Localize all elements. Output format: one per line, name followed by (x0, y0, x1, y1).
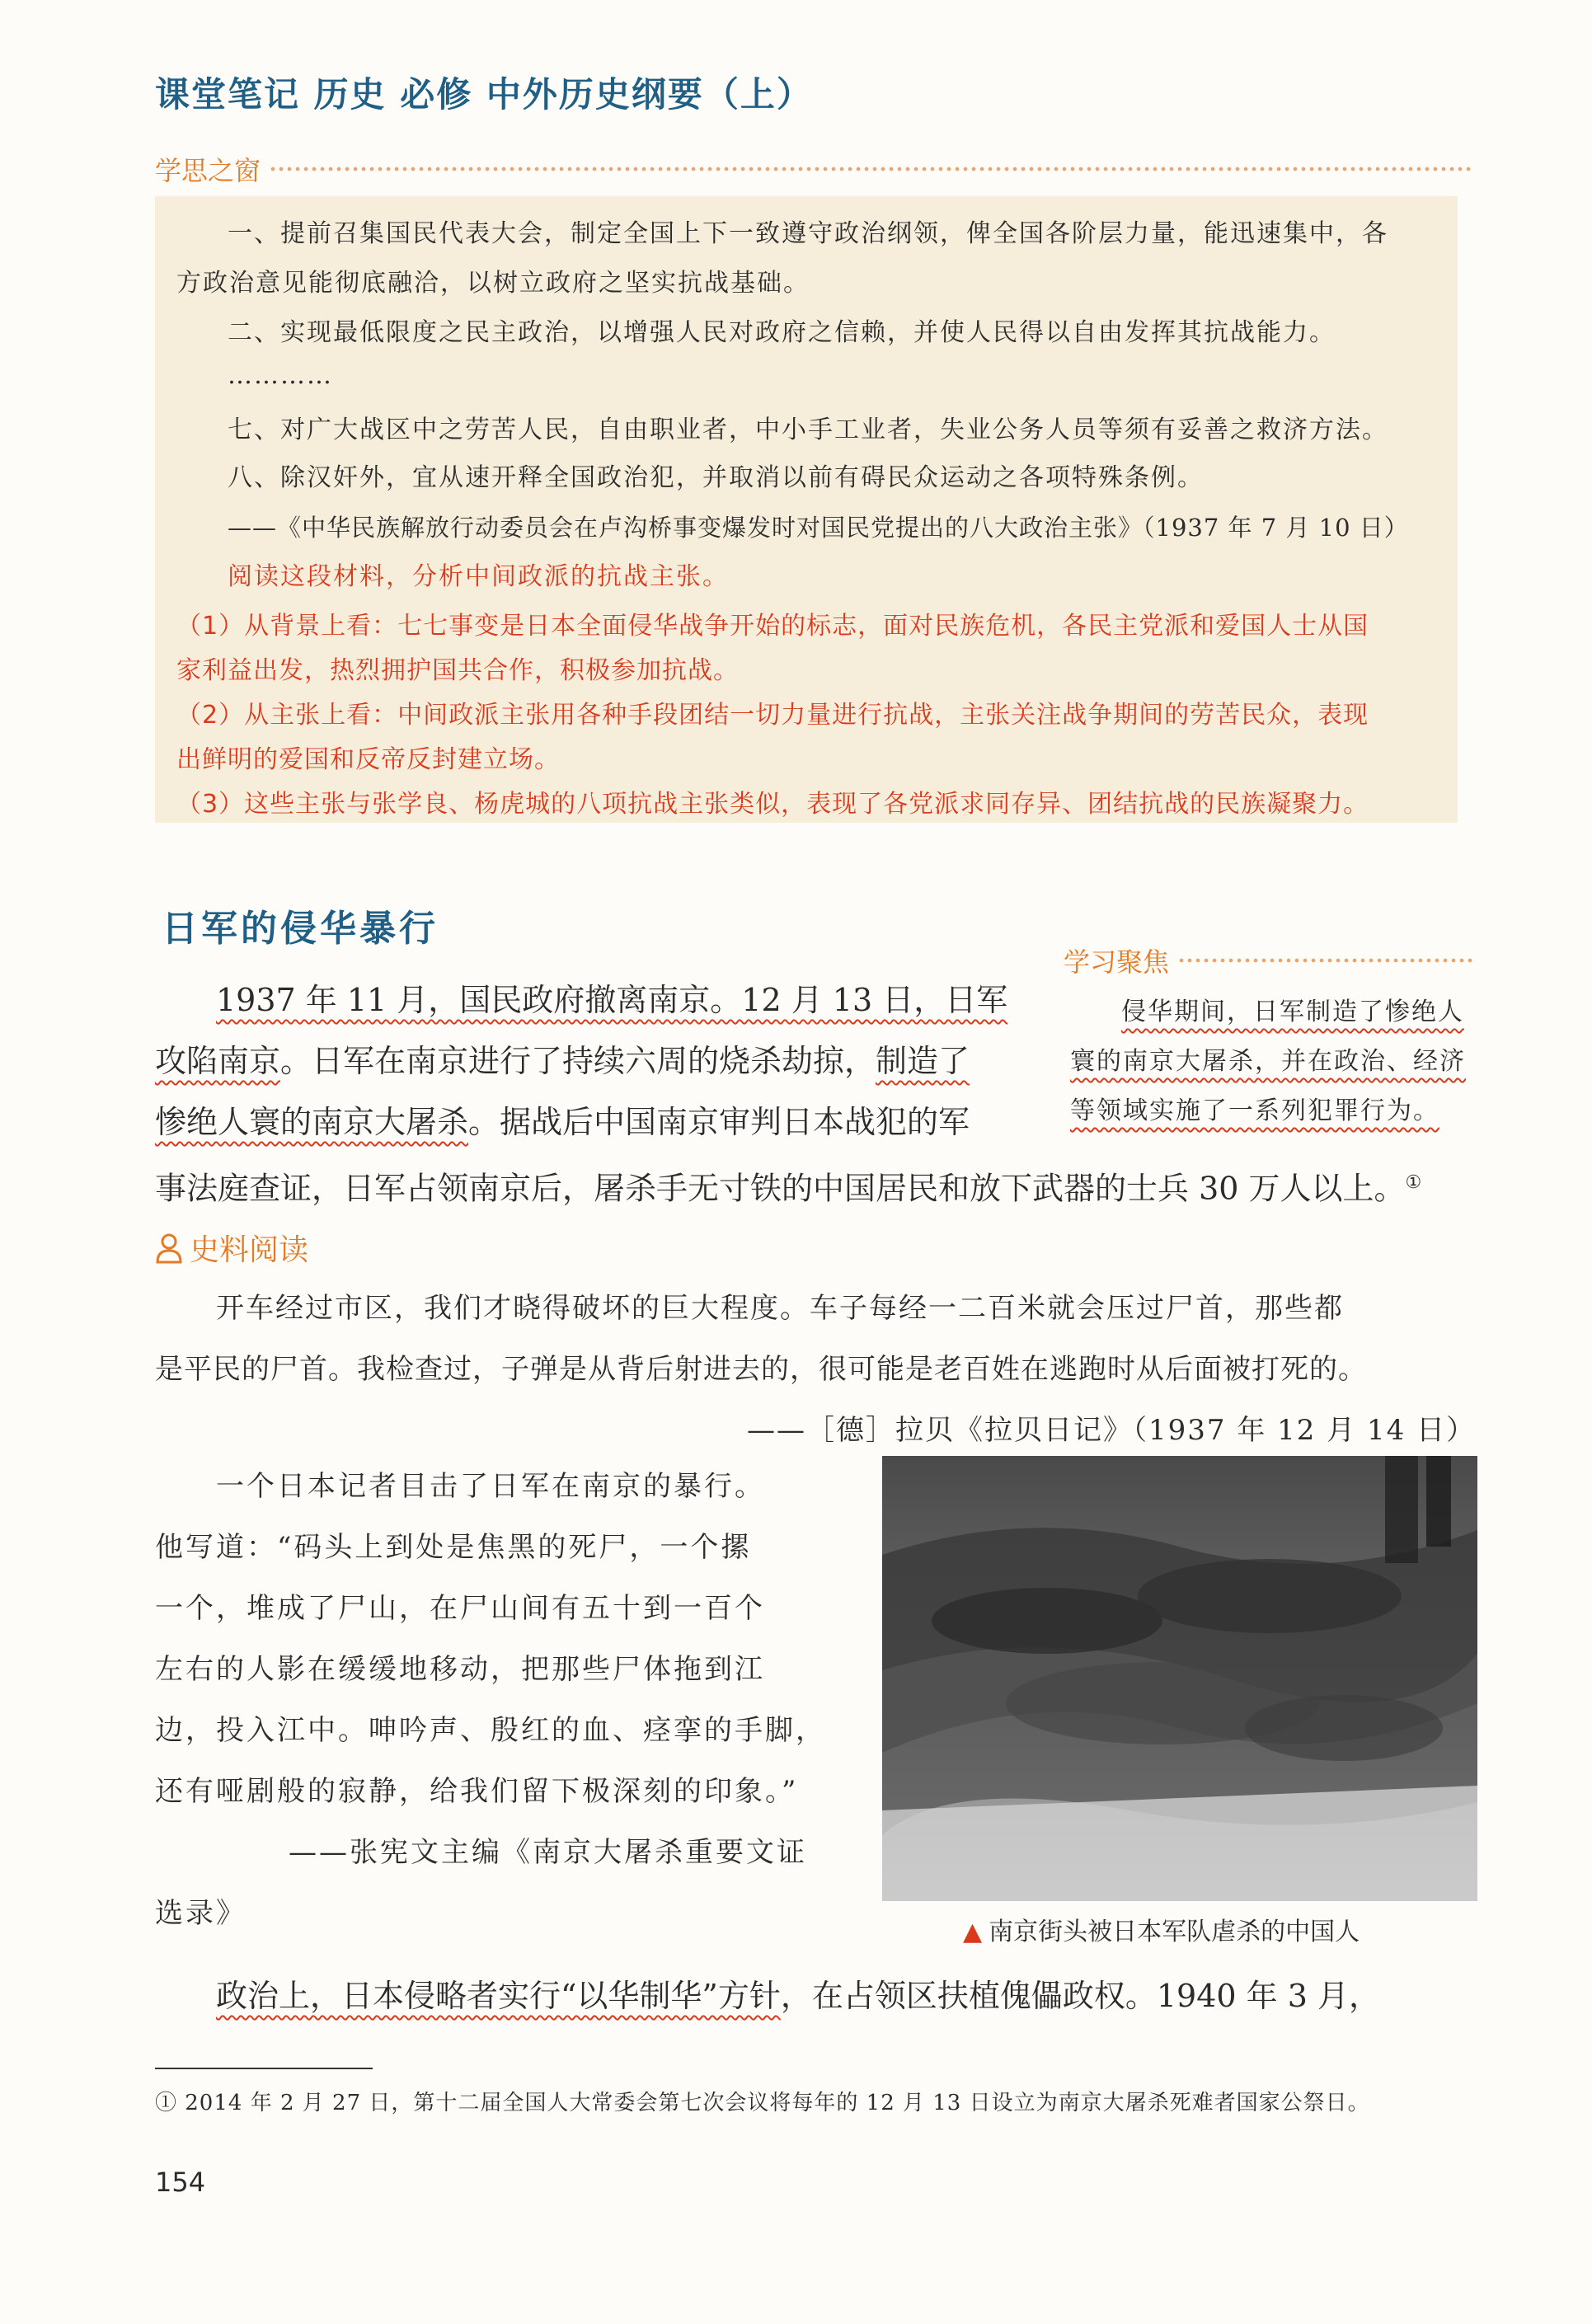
rabe-quote-line1: 开车经过市区，我们才晓得破坏的巨大程度。车子每经一二百米就会压过尸首，那些都 (216, 1292, 1344, 1325)
material-p1-line2: 方政治意见能彻底融洽，以树立政府之坚实抗战基础。 (176, 269, 810, 298)
journalist-quote-line: 一个日本记者目击了日军在南京的暴行。 (216, 1470, 765, 1503)
main-para-line2-b: 。日军在南京进行了持续六周的烧杀劫掠， (280, 1043, 876, 1079)
focus-label: 学习聚焦 (1064, 946, 1170, 978)
journalist-quote-line: 左右的人影在缓缓地移动，把那些尸体拖到江 (155, 1653, 765, 1686)
answer-3: （3）这些主张与张学良、杨虎城的八项抗战主张类似，表现了各党派求同存异、团结抗战的民族凝聚力。 (176, 790, 1369, 819)
focus-line3: 等领域实施了一系列犯罪行为。 (1070, 1096, 1439, 1125)
main-para-line3-b: 。据战后中国南京审判日本战犯的军 (468, 1104, 970, 1140)
footnote-rule (155, 2068, 373, 2069)
journalist-quote-line: 选录》 (155, 1897, 247, 1930)
answer-1-line2: 家利益出发，热烈拥护国共合作，积极参加抗战。 (176, 656, 739, 685)
material-p1-line1: 一、提前召集国民代表大会，制定全国上下一致遵守政治纲领，俾全国各阶层力量，能迅速集中，各 (228, 219, 1388, 248)
bottom-para-b: ，在占领区扶植傀儡政权。1940 年 3 月， (780, 1978, 1380, 2014)
dotted-divider (1177, 957, 1476, 964)
main-para-line1 (216, 970, 1007, 1031)
main-para-line3 (155, 1092, 970, 1153)
material-p8: 八、除汉奸外，宜从速开释全国政治犯，并取消以前有碍民众运动之各项特殊条例。 (228, 463, 1204, 492)
caption-marker: ▲ (963, 1918, 983, 1946)
historical-photo (882, 1456, 1477, 1901)
answer-2-line2: 出鲜明的爱国和反帝反封建立场。 (176, 745, 560, 774)
photo-illustration (882, 1456, 1477, 1901)
section-title: 日军的侵华暴行 (162, 908, 439, 950)
photo-caption-text: 南京街头被日本军队虐杀的中国人 (989, 1918, 1360, 1946)
main-para-line4 (155, 1153, 1421, 1219)
dotted-divider (269, 166, 1474, 172)
material-source: ——《中华民族解放行动委员会在卢沟桥事变爆发时对国民党提出的八大政治主张》（1937 年 7 月 10 日） (228, 514, 1409, 542)
xuesi-label-row (155, 150, 1474, 188)
material-p7: 七、对广大战区中之劳苦人民，自由职业者，中小手工业者，失业公务人员等须有妥善之救济方法。 (228, 416, 1388, 444)
footnote: ① 2014 年 2 月 27 日，第十二届全国人大常委会第七次会议将每年的 12 月 13 日设立为南京大屠杀死难者国家公祭日。 (155, 2091, 1370, 2115)
material-ellipsis: ………… (228, 361, 333, 390)
book-header-title: 课堂笔记 历史 必修 中外历史纲要（上） (155, 74, 813, 115)
rabe-quote-line2: 是平民的尸首。我检查过，子弹是从背后射进去的，很可能是老百姓在逃跑时从后面被打死的。 (155, 1353, 1367, 1386)
question-prompt: 阅读这段材料，分析中间政派的抗战主张。 (228, 562, 729, 591)
page-number: 154 (155, 2167, 206, 2198)
answer-1-line1: （1）从背景上看：七七事变是日本全面侵华战争开始的标志，面对民族危机，各民主党派和爱国人士从国 (176, 612, 1369, 641)
main-para-line1-text: 1937 年 11 月，国民政府撤离南京。12 月 13 日，日军 (216, 982, 1008, 1018)
material-p2: 二、实现最低限度之民主政治，以增强人民对政府之信赖，并使人民得以自由发挥其抗战能力。 (228, 318, 1336, 347)
journalist-quote-line: 一个，堆成了尸山，在尸山间有五十到一百个 (155, 1592, 765, 1625)
rabe-quote-source: ——［德］拉贝《拉贝日记》（1937 年 12 月 14 日） (747, 1414, 1477, 1447)
focus-line2: 寰的南京大屠杀，并在政治、经济 (1070, 1047, 1466, 1076)
main-para-line2-a: 攻陷南京 (155, 1043, 281, 1079)
footnote-mark: ① (1405, 1172, 1422, 1193)
answer-2-line1: （2）从主张上看：中间政派主张用各种手段团结一切力量进行抗战，主张关注战争期间的劳苦民众，表现 (176, 701, 1369, 730)
reader-icon (155, 1232, 183, 1264)
xuesi-label: 学思之窗 (155, 155, 261, 186)
main-para-line3-a: 惨绝人寰的南京大屠杀 (155, 1104, 469, 1140)
main-para-line2-c: 制造了 (876, 1043, 970, 1079)
main-para-line4-text: 事法庭查证，日军占领南京后，屠杀手无寸铁的中国居民和放下武器的士兵 30 万人以上。 (155, 1170, 1406, 1207)
journalist-quote-line: 他写道：“码头上到处是焦黑的死尸，一个摞 (155, 1531, 752, 1564)
bottom-para (216, 1965, 1380, 2026)
focus-line1: 侵华期间，日军制造了惨绝人 (1121, 998, 1464, 1026)
journalist-quote-line: 还有哑剧般的寂静，给我们留下极深刻的印象。” (155, 1775, 799, 1808)
focus-label-row (1064, 941, 1476, 979)
source-heading-row (155, 1227, 308, 1269)
main-para-line2 (155, 1031, 970, 1092)
bottom-para-a: 政治上，日本侵略者实行“以华制华”方针 (216, 1978, 781, 2014)
photo-caption (963, 1911, 1360, 1947)
journalist-quote-line: ——张宪文主编《南京大屠杀重要文证 (289, 1836, 807, 1869)
focus-text (1070, 988, 1482, 1136)
source-heading: 史料阅读 (190, 1233, 309, 1267)
journalist-quote-line: 边，投入江中。呻吟声、殷红的血、痉挛的手脚， (155, 1714, 826, 1747)
